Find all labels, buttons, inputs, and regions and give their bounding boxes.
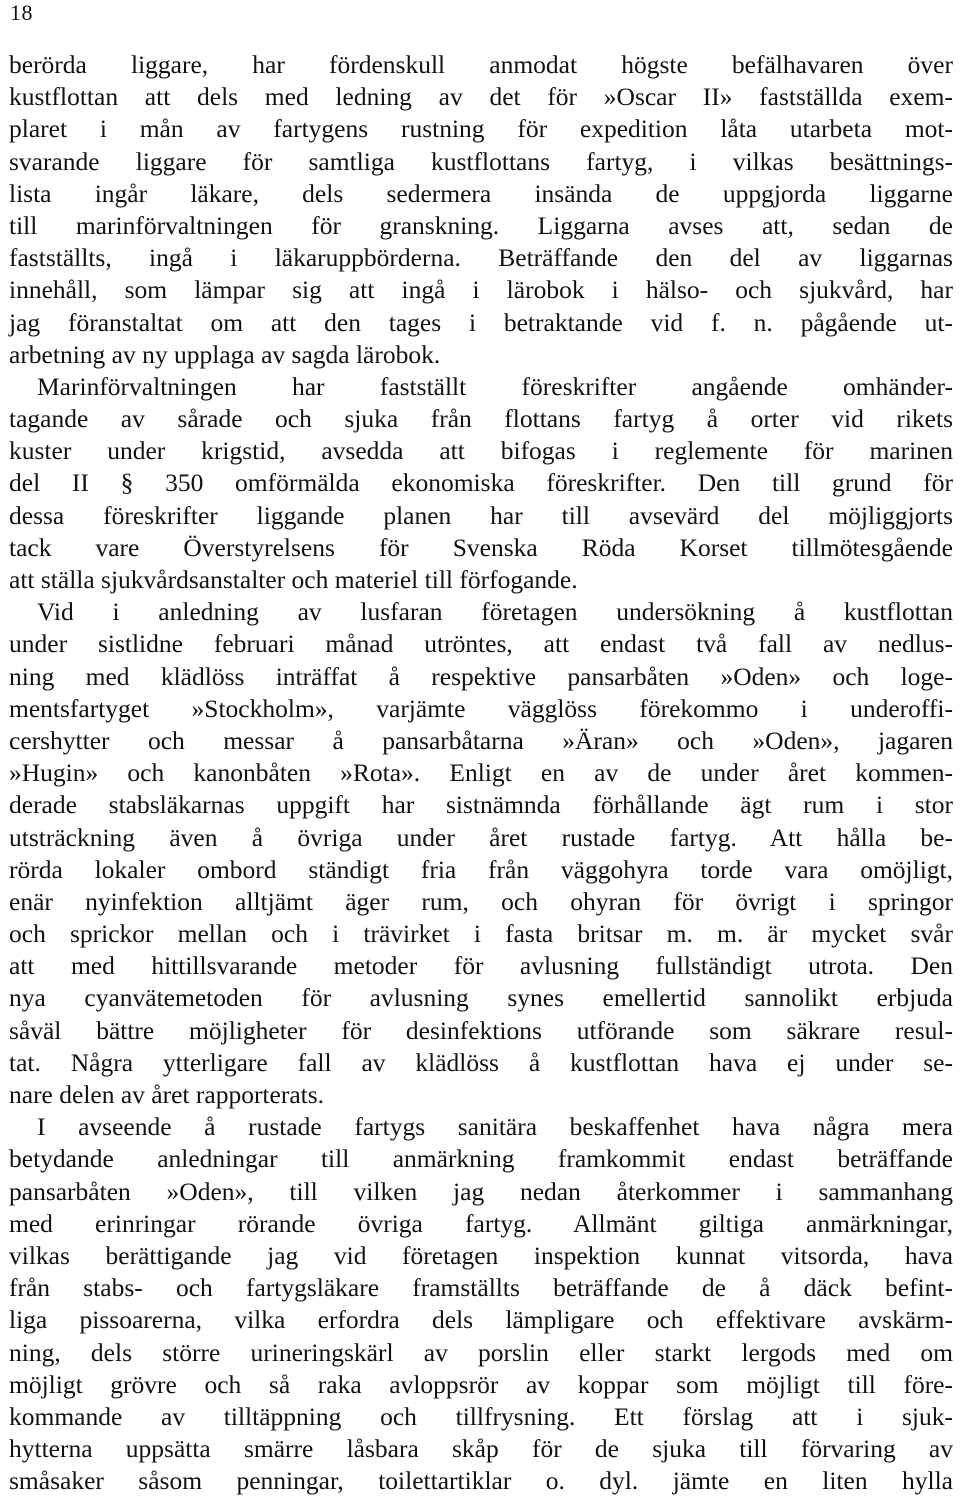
text-line: kuster under krigstid, avsedda att bifogas i reglemente för marinen xyxy=(9,436,953,466)
page-number: 18 xyxy=(10,0,33,25)
text-line: Marinförvaltningen har fastställt föreskrifter angående omhänder- xyxy=(37,371,953,401)
text-line: Vid i anledning av lusfaran företagen undersökning å kustflottan xyxy=(37,597,953,627)
text-line: att med hittillsvarande metoder för avlusning fullständigt utrota. Den xyxy=(9,951,953,981)
paragraph xyxy=(9,596,953,1111)
document-body xyxy=(9,49,953,1497)
text-line: tack vare Överstyrelsens för Svenska Röda Korset tillmötesgående xyxy=(9,532,953,562)
text-line: nare delen av året rapporterats. xyxy=(9,1080,325,1109)
paragraph xyxy=(9,49,953,371)
text-line: tat. Några ytterligare fall av klädlöss å kustflottan hava ej under se- xyxy=(9,1047,953,1077)
paragraph xyxy=(9,1111,953,1497)
text-line: ning med klädlöss inträffat å respektive pansarbåten »Oden» och loge- xyxy=(9,661,953,691)
text-line: cershytter och messar å pansarbåtarna »Äran» och »Oden», jagaren xyxy=(9,725,953,755)
text-line: mentsfartyget »Stockholm», varjämte vägglöss förekommo i underoffi- xyxy=(9,693,953,723)
text-line: enär nyinfektion alltjämt äger rum, och ohyran för övrigt i springor xyxy=(9,886,953,916)
text-line: derade stabsläkarnas uppgift har sistnämnda förhållande ägt rum i stor xyxy=(9,790,953,820)
text-line: lista ingår läkare, dels sedermera insända de uppgjorda liggarne xyxy=(9,178,953,208)
text-line: plaret i mån av fartygens rustning för expedition låta utarbeta mot- xyxy=(9,114,953,144)
text-line: utsträckning även å övriga under året rustade fartyg. Att hålla be- xyxy=(9,822,953,852)
text-line: liga pissoarerna, vilka erfordra dels lämpligare och effektivare avskärm- xyxy=(9,1305,953,1335)
text-line: och sprickor mellan och i trävirket i fasta britsar m. m. är mycket svår xyxy=(9,919,953,949)
text-line: svarande liggare för samtliga kustflottans fartyg, i vilkas besättnings- xyxy=(9,146,953,176)
text-line: rörda lokaler ombord ständigt fria från väggohyra torde vara omöjligt, xyxy=(9,854,953,884)
text-line: jag föranstaltat om att den tages i betraktande vid f. n. pågående ut- xyxy=(9,307,953,337)
text-line: från stabs- och fartygsläkare framställts beträffande de å däck befint- xyxy=(9,1273,953,1303)
text-line: med erinringar rörande övriga fartyg. Allmänt giltiga anmärkningar, xyxy=(9,1208,953,1238)
paragraph xyxy=(9,371,953,596)
text-line: fastställts, ingå i läkaruppbörderna. Beträffande den del av liggarnas xyxy=(9,243,953,273)
text-line: möjligt grövre och så raka avloppsrör av koppar som möjligt till före- xyxy=(9,1369,953,1399)
text-line: kustflottan att dels med ledning av det för »Oscar II» fastställda exem- xyxy=(9,82,953,112)
text-line: till marinförvaltningen för granskning. Liggarna avses att, sedan de xyxy=(9,210,953,240)
text-line: I avseende å rustade fartygs sanitära beskaffenhet hava några mera xyxy=(37,1112,953,1142)
text-line: småsaker såsom penningar, toilettartiklar o. dyl. jämte en liten hylla xyxy=(9,1466,953,1496)
text-line: nya cyanvätemetoden för avlusning synes emellertid sannolikt erbjuda xyxy=(9,983,953,1013)
text-line: vilkas berättigande jag vid företagen inspektion kunnat vitsorda, hava xyxy=(9,1240,953,1270)
text-line: tagande av sårade och sjuka från flottans fartyg å orter vid rikets xyxy=(9,404,953,434)
text-line: innehåll, som lämpar sig att ingå i lärobok i hälso- och sjukvård, har xyxy=(9,275,953,305)
text-line: del II § 350 omförmälda ekonomiska föreskrifter. Den till grund för xyxy=(9,468,953,498)
text-line: såväl bättre möjligheter för desinfektions utförande som säkrare resul- xyxy=(9,1015,953,1045)
text-line: kommande av tilltäppning och tillfrysning. Ett förslag att i sjuk- xyxy=(9,1401,953,1431)
text-line: pansarbåten »Oden», till vilken jag nedan återkommer i sammanhang xyxy=(9,1176,953,1206)
text-line: under sistlidne februari månad utröntes, att endast två fall av nedlus- xyxy=(9,629,953,659)
text-line: arbetning av ny upplaga av sagda lärobok. xyxy=(9,339,441,369)
text-line: betydande anledningar till anmärkning framkommit endast beträffande xyxy=(9,1144,953,1174)
text-line: »Hugin» och kanonbåten »Rota». Enligt en av de under året kommen- xyxy=(9,758,953,788)
text-line: hytterna uppsätta smärre låsbara skåp för de sjuka till förvaring av xyxy=(9,1434,953,1464)
text-line: dessa föreskrifter liggande planen har till avsevärd del möjliggjorts xyxy=(9,500,953,530)
text-line: att ställa sjukvårdsanstalter och materiel till förfogande. xyxy=(9,565,578,594)
text-line: berörda liggare, har fördenskull anmodat högste befälhavaren över xyxy=(9,50,953,79)
text-line: ning, dels större urineringskärl av porslin eller starkt lergods med om xyxy=(9,1337,953,1367)
